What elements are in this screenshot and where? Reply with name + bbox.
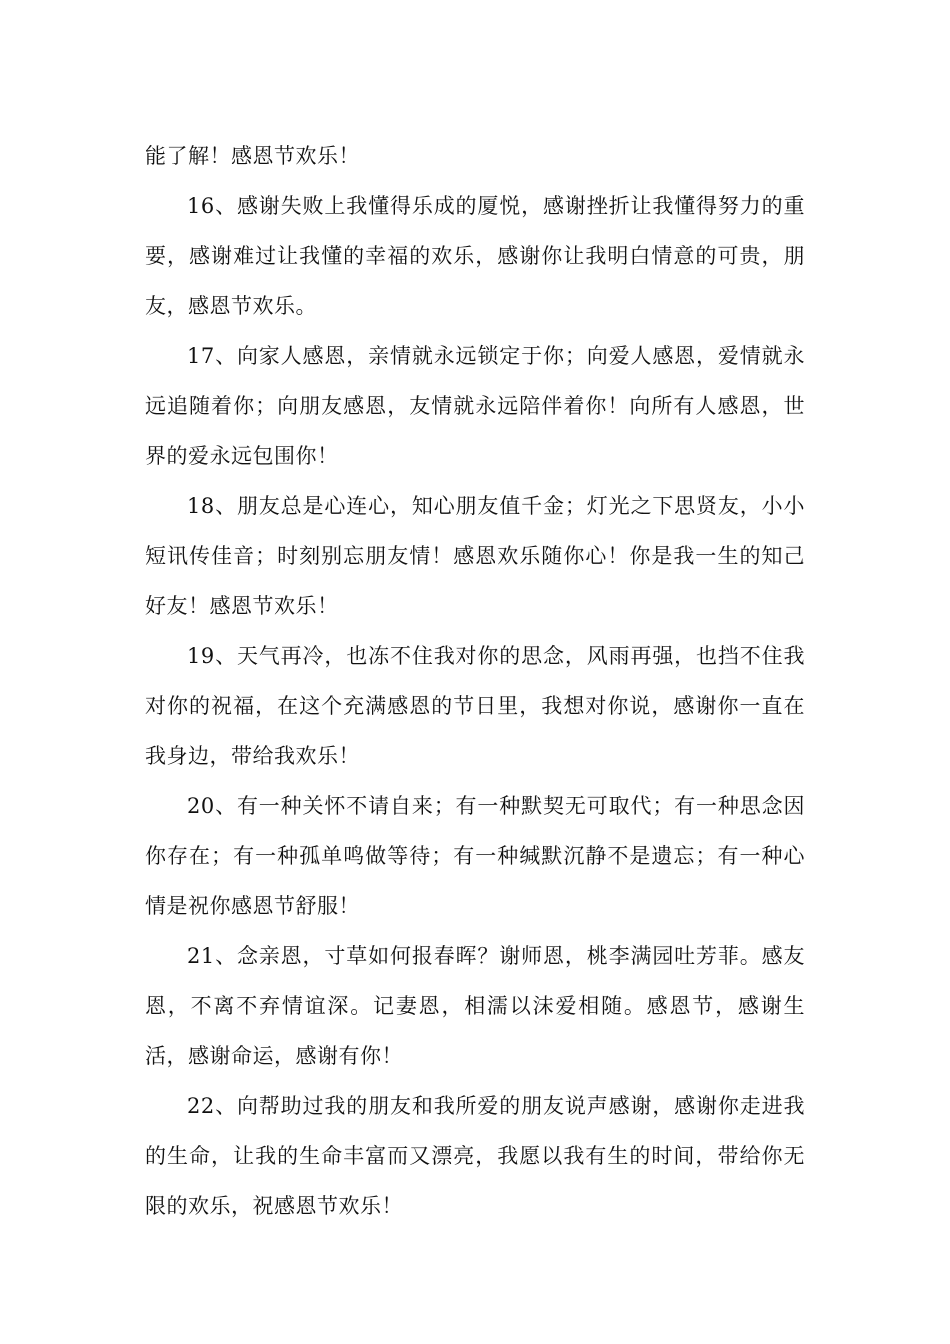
paragraph-21: 21、念亲恩，寸草如何报春晖？谢师恩，桃李满园吐芳菲。感友恩，不离不弃情谊深。记妻恩，相濡以沫爱相随。感恩节，感谢生活，感谢命运，感谢有你！ — [145, 944, 805, 1068]
paragraph-20: 20、有一种关怀不请自来；有一种默契无可取代；有一种思念因你存在；有一种孤单鸣做等待；有一种缄默沉静不是遗忘；有一种心情是祝你感恩节舒服！ — [145, 794, 805, 918]
paragraph-22: 22、向帮助过我的朋友和我所爱的朋友说声感谢，感谢你走进我的生命，让我的生命丰富而又漂亮，我愿以我有生的时间，带给你无限的欢乐，祝感恩节欢乐！ — [145, 1094, 805, 1218]
paragraph-19: 19、天气再冷，也冻不住我对你的思念，风雨再强，也挡不住我对你的祝福，在这个充满感恩的节日里，我想对你说，感谢你一直在我身边，带给我欢乐！ — [145, 644, 805, 768]
paragraph-16: 16、感谢失败上我懂得乐成的厦悦，感谢挫折让我懂得努力的重要，感谢难过让我懂的幸福的欢乐，感谢你让我明白情意的可贵，朋友，感恩节欢乐。 — [145, 194, 805, 318]
paragraph-18: 18、朋友总是心连心，知心朋友值千金；灯光之下思贤友，小小短讯传佳音；时刻别忘朋友情！感恩欢乐随你心！你是我一生的知己好友！感恩节欢乐！ — [145, 494, 805, 618]
paragraph-continuation: 能了解！感恩节欢乐！ — [145, 144, 360, 168]
paragraph-17: 17、向家人感恩，亲情就永远锁定于你；向爱人感恩，爱情就永远追随着你；向朋友感恩，友情就永远陪伴着你！向所有人感恩，世界的爱永远包围你！ — [145, 344, 805, 468]
document-body — [145, 131, 805, 1231]
